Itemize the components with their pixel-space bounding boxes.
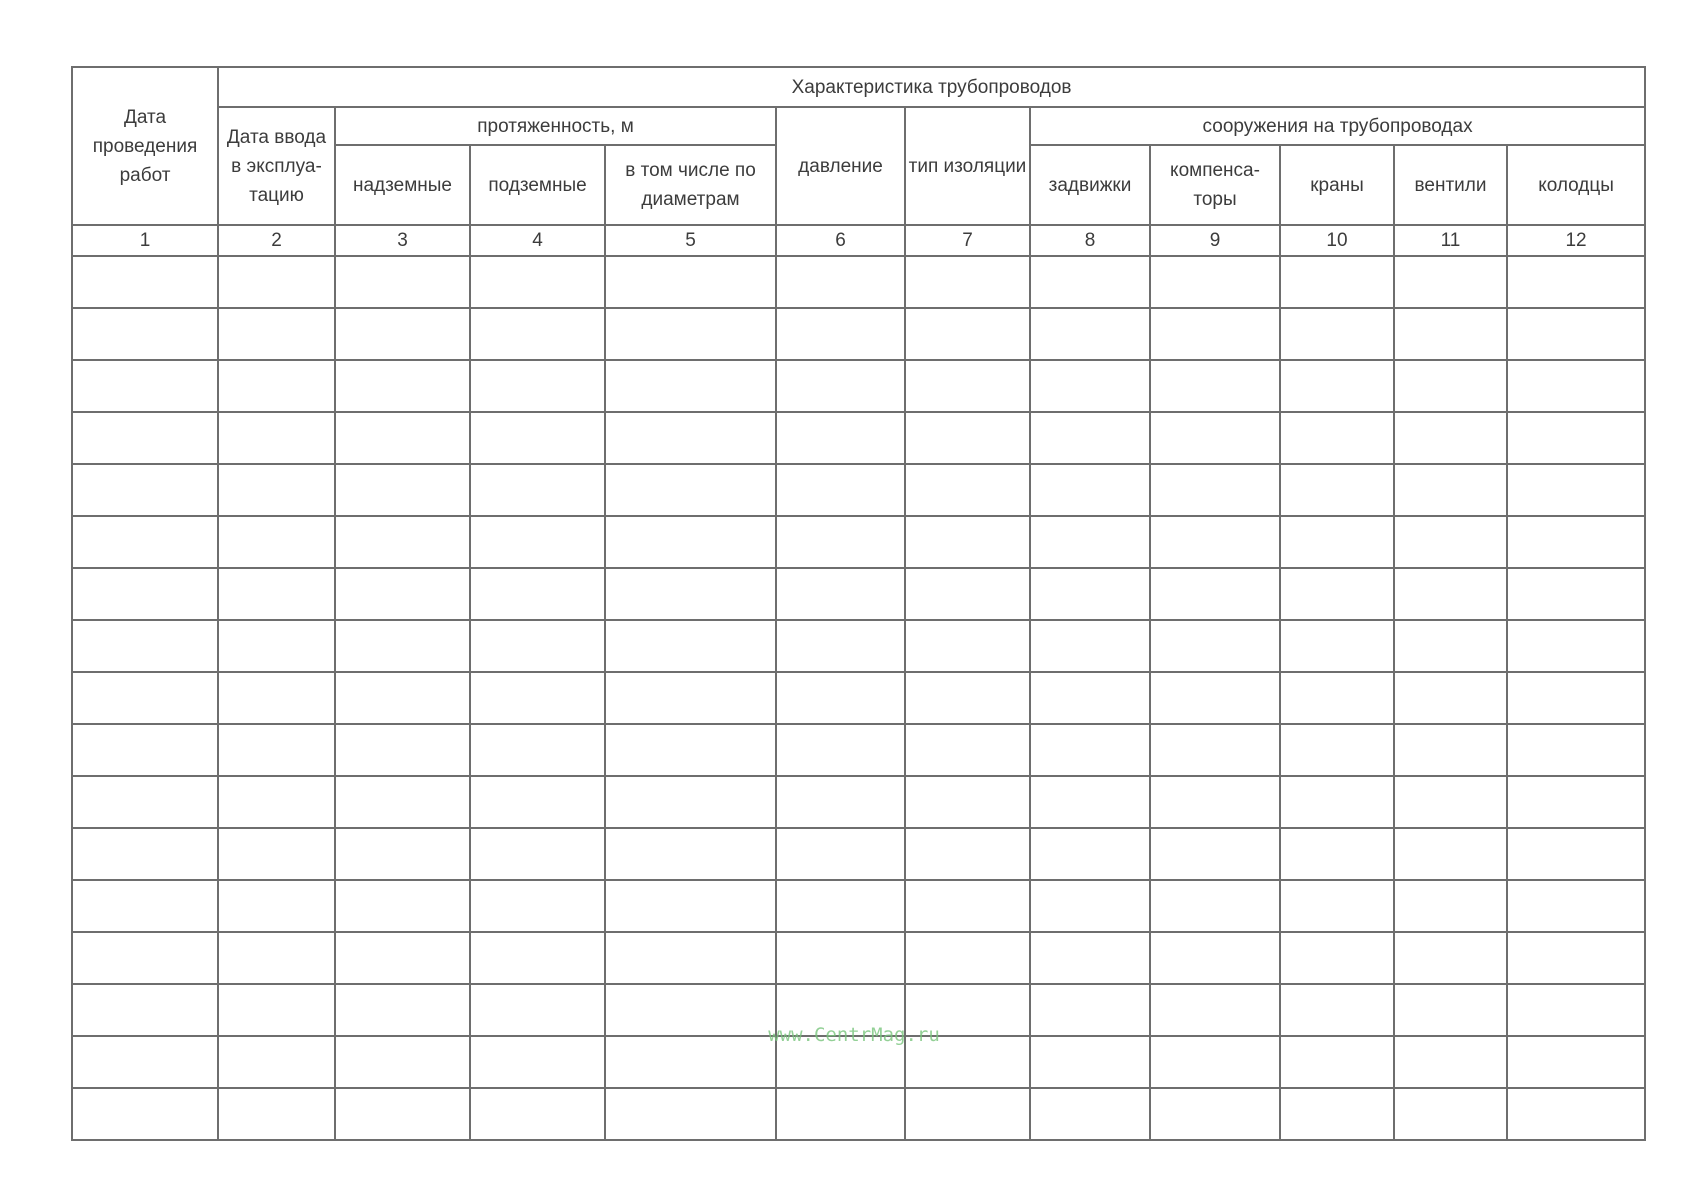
table-cell[interactable] (1150, 620, 1280, 672)
table-cell[interactable] (218, 776, 335, 828)
table-cell[interactable] (1394, 620, 1507, 672)
table-cell[interactable] (776, 672, 905, 724)
table-cell[interactable] (72, 620, 218, 672)
table-cell[interactable] (605, 932, 776, 984)
table-cell[interactable] (1150, 308, 1280, 360)
table-cell[interactable] (905, 1088, 1030, 1140)
table-cell[interactable] (1280, 412, 1394, 464)
column-number: 10 (1280, 225, 1394, 256)
table-cell[interactable] (1030, 360, 1150, 412)
table-cell[interactable] (1280, 568, 1394, 620)
column-number: 9 (1150, 225, 1280, 256)
table-cell[interactable] (335, 1088, 470, 1140)
header-underground: подземные (470, 145, 605, 225)
table-cell[interactable] (905, 932, 1030, 984)
table-cell[interactable] (905, 776, 1030, 828)
table-cell[interactable] (1150, 568, 1280, 620)
table-cell[interactable] (1280, 516, 1394, 568)
column-number: 8 (1030, 225, 1150, 256)
table-cell[interactable] (335, 412, 470, 464)
column-number: 12 (1507, 225, 1645, 256)
table-cell[interactable] (605, 620, 776, 672)
table-cell[interactable] (72, 672, 218, 724)
table-cell[interactable] (776, 828, 905, 880)
table-cell[interactable] (470, 360, 605, 412)
table-cell[interactable] (72, 308, 218, 360)
table-cell[interactable] (1030, 932, 1150, 984)
table-cell[interactable] (905, 672, 1030, 724)
table-cell[interactable] (1394, 880, 1507, 932)
table-cell[interactable] (1507, 672, 1645, 724)
table-row (72, 412, 1645, 464)
table-cell[interactable] (1394, 672, 1507, 724)
table-cell[interactable] (1507, 724, 1645, 776)
table-row (72, 464, 1645, 516)
table-cell[interactable] (1280, 932, 1394, 984)
table-cell[interactable] (335, 360, 470, 412)
table-cell[interactable] (72, 828, 218, 880)
table-cell[interactable] (72, 724, 218, 776)
header-date-of-commissioning: Дата ввода в эксплуа-тацию (218, 107, 335, 225)
table-cell[interactable] (776, 724, 905, 776)
table-cell[interactable] (335, 256, 470, 308)
table-cell[interactable] (605, 880, 776, 932)
table-cell[interactable] (1280, 360, 1394, 412)
table-cell[interactable] (1394, 932, 1507, 984)
header-date-of-work: Дата проведения работ (72, 67, 218, 225)
column-number: 1 (72, 225, 218, 256)
table-cell[interactable] (218, 464, 335, 516)
table-cell[interactable] (1150, 412, 1280, 464)
table-row (72, 776, 1645, 828)
table-cell[interactable] (72, 256, 218, 308)
table-cell[interactable] (335, 932, 470, 984)
table-cell[interactable] (605, 568, 776, 620)
table-cell[interactable] (470, 724, 605, 776)
table-cell[interactable] (1150, 464, 1280, 516)
table-cell[interactable] (905, 620, 1030, 672)
table-cell[interactable] (1507, 828, 1645, 880)
table-cell[interactable] (1507, 1088, 1645, 1140)
header-taps: краны (1280, 145, 1394, 225)
table-cell[interactable] (1030, 516, 1150, 568)
table-cell[interactable] (72, 776, 218, 828)
table-cell[interactable] (1280, 256, 1394, 308)
table-cell[interactable] (776, 568, 905, 620)
header-gate-valves: задвижки (1030, 145, 1150, 225)
table-cell[interactable] (605, 672, 776, 724)
table-cell[interactable] (1280, 776, 1394, 828)
table-cell[interactable] (72, 880, 218, 932)
table-cell[interactable] (470, 880, 605, 932)
header-pipeline-characteristics: Характеристика трубопроводов (218, 67, 1645, 107)
table-cell[interactable] (218, 672, 335, 724)
header-by-diameter: в том числе по диаметрам (605, 145, 776, 225)
header-structures: сооружения на трубопроводах (1030, 107, 1645, 145)
column-numbers-row (72, 225, 1645, 256)
table-cell[interactable] (1507, 360, 1645, 412)
header-compensators: компенса-торы (1150, 145, 1280, 225)
table-cell[interactable] (1030, 256, 1150, 308)
table-cell[interactable] (605, 412, 776, 464)
column-number: 3 (335, 225, 470, 256)
table-cell[interactable] (1507, 256, 1645, 308)
column-number: 4 (470, 225, 605, 256)
header-valves: вентили (1394, 145, 1507, 225)
table-cell[interactable] (335, 776, 470, 828)
table-cell[interactable] (776, 776, 905, 828)
table-cell[interactable] (470, 1088, 605, 1140)
table-cell[interactable] (1394, 776, 1507, 828)
table-cell[interactable] (776, 464, 905, 516)
table-cell[interactable] (1150, 828, 1280, 880)
table-cell[interactable] (905, 828, 1030, 880)
table-cell[interactable] (72, 464, 218, 516)
table-cell[interactable] (1507, 932, 1645, 984)
table-cell[interactable] (1030, 880, 1150, 932)
table-cell[interactable] (1150, 672, 1280, 724)
table-cell[interactable] (1030, 1088, 1150, 1140)
table-row (72, 568, 1645, 620)
table-row (72, 932, 1645, 984)
table-cell[interactable] (218, 880, 335, 932)
table-cell[interactable] (776, 880, 905, 932)
table-cell[interactable] (218, 308, 335, 360)
table-row (72, 724, 1645, 776)
table-row (72, 880, 1645, 932)
table-cell[interactable] (776, 308, 905, 360)
table-cell[interactable] (1150, 932, 1280, 984)
table-cell[interactable] (1280, 620, 1394, 672)
header-insulation-type: тип изоляции (905, 107, 1030, 225)
table-cell[interactable] (470, 516, 605, 568)
table-row (72, 360, 1645, 412)
table-cell[interactable] (605, 256, 776, 308)
table-row (72, 672, 1645, 724)
table-cell[interactable] (1030, 724, 1150, 776)
table-cell[interactable] (470, 308, 605, 360)
table-cell[interactable] (905, 724, 1030, 776)
table-cell[interactable] (1394, 360, 1507, 412)
table-cell[interactable] (72, 412, 218, 464)
column-number: 2 (218, 225, 335, 256)
table-cell[interactable] (1150, 1088, 1280, 1140)
table-cell[interactable] (335, 568, 470, 620)
table-cell[interactable] (335, 880, 470, 932)
table-cell[interactable] (1150, 776, 1280, 828)
table-cell[interactable] (605, 1088, 776, 1140)
table-cell[interactable] (470, 932, 605, 984)
table-cell[interactable] (1150, 516, 1280, 568)
table-cell[interactable] (470, 412, 605, 464)
table-row (72, 1088, 1645, 1140)
table-cell[interactable] (470, 776, 605, 828)
table-cell[interactable] (1030, 620, 1150, 672)
table-cell[interactable] (776, 516, 905, 568)
table-cell[interactable] (1394, 828, 1507, 880)
table-row (72, 620, 1645, 672)
table-cell[interactable] (905, 516, 1030, 568)
table-cell[interactable] (1280, 672, 1394, 724)
table-cell[interactable] (605, 360, 776, 412)
table-cell[interactable] (335, 620, 470, 672)
table-cell[interactable] (1394, 256, 1507, 308)
table-cell[interactable] (605, 516, 776, 568)
table-cell[interactable] (1280, 828, 1394, 880)
table-cell[interactable] (72, 932, 218, 984)
table-cell[interactable] (1394, 516, 1507, 568)
table-cell[interactable] (776, 1088, 905, 1140)
table-cell[interactable] (1280, 308, 1394, 360)
header-pressure: давление (776, 107, 905, 225)
table-cell[interactable] (905, 308, 1030, 360)
table-cell[interactable] (1030, 776, 1150, 828)
table-cell[interactable] (470, 464, 605, 516)
table-cell[interactable] (776, 620, 905, 672)
table-cell[interactable] (335, 828, 470, 880)
table-cell[interactable] (1394, 308, 1507, 360)
table-cell[interactable] (335, 308, 470, 360)
table-cell[interactable] (335, 516, 470, 568)
table-cell[interactable] (218, 568, 335, 620)
table-cell[interactable] (605, 724, 776, 776)
table-cell[interactable] (470, 256, 605, 308)
table-cell[interactable] (72, 568, 218, 620)
table-cell[interactable] (218, 620, 335, 672)
table-cell[interactable] (776, 360, 905, 412)
table-cell[interactable] (72, 1088, 218, 1140)
table-cell[interactable] (1150, 724, 1280, 776)
table-cell[interactable] (776, 256, 905, 308)
table-cell[interactable] (1394, 724, 1507, 776)
table-cell[interactable] (605, 828, 776, 880)
table-cell[interactable] (1150, 360, 1280, 412)
table-cell[interactable] (905, 880, 1030, 932)
table-cell[interactable] (776, 412, 905, 464)
watermark: www.CentrMag.ru (768, 1024, 940, 1046)
table-cell[interactable] (470, 620, 605, 672)
table-cell[interactable] (905, 464, 1030, 516)
table-cell[interactable] (1030, 828, 1150, 880)
table-cell[interactable] (218, 516, 335, 568)
table-cell[interactable] (905, 412, 1030, 464)
table-row (72, 256, 1645, 308)
table-cell[interactable] (218, 360, 335, 412)
table-cell[interactable] (1280, 724, 1394, 776)
table-cell[interactable] (605, 308, 776, 360)
table-cell[interactable] (1394, 1088, 1507, 1140)
table-cell[interactable] (1507, 620, 1645, 672)
table-cell[interactable] (1030, 568, 1150, 620)
table-cell[interactable] (605, 776, 776, 828)
table-cell[interactable] (218, 932, 335, 984)
header-wells: колодцы (1507, 145, 1645, 225)
table-cell[interactable] (218, 412, 335, 464)
table-cell[interactable] (218, 828, 335, 880)
column-number: 7 (905, 225, 1030, 256)
table-cell[interactable] (335, 464, 470, 516)
column-number: 11 (1394, 225, 1507, 256)
table-cell[interactable] (905, 568, 1030, 620)
pipeline-log-table (71, 66, 1646, 1141)
table-cell[interactable] (1280, 464, 1394, 516)
header-above-ground: надземные (335, 145, 470, 225)
table-cell[interactable] (218, 256, 335, 308)
table-cell[interactable] (776, 932, 905, 984)
table-row (72, 308, 1645, 360)
table-cell[interactable] (905, 256, 1030, 308)
table-cell[interactable] (1030, 672, 1150, 724)
table-cell[interactable] (1150, 256, 1280, 308)
table-cell[interactable] (335, 724, 470, 776)
table-cell[interactable] (470, 828, 605, 880)
table-cell[interactable] (1280, 1088, 1394, 1140)
table-cell[interactable] (1030, 464, 1150, 516)
table-cell[interactable] (1394, 412, 1507, 464)
table-cell[interactable] (605, 464, 776, 516)
table-cell[interactable] (1507, 568, 1645, 620)
table-cell[interactable] (905, 360, 1030, 412)
table-row (72, 516, 1645, 568)
column-number: 6 (776, 225, 905, 256)
table-cell[interactable] (1394, 568, 1507, 620)
table-cell[interactable] (72, 360, 218, 412)
table-cell[interactable] (1507, 516, 1645, 568)
table-cell[interactable] (1394, 464, 1507, 516)
table-cell[interactable] (335, 672, 470, 724)
table-row (72, 828, 1645, 880)
table-cell[interactable] (1150, 880, 1280, 932)
header-length: протяженность, м (335, 107, 776, 145)
table-cell[interactable] (470, 672, 605, 724)
table-cell[interactable] (1030, 412, 1150, 464)
table-cell[interactable] (218, 1088, 335, 1140)
table-cell[interactable] (1280, 880, 1394, 932)
column-number: 5 (605, 225, 776, 256)
table-cell[interactable] (1507, 412, 1645, 464)
table-cell[interactable] (218, 724, 335, 776)
table-cell[interactable] (1507, 464, 1645, 516)
table-cell[interactable] (1507, 308, 1645, 360)
table-cell[interactable] (1507, 880, 1645, 932)
table-cell[interactable] (72, 516, 218, 568)
table-cell[interactable] (1507, 776, 1645, 828)
table-cell[interactable] (1030, 308, 1150, 360)
table-cell[interactable] (470, 568, 605, 620)
